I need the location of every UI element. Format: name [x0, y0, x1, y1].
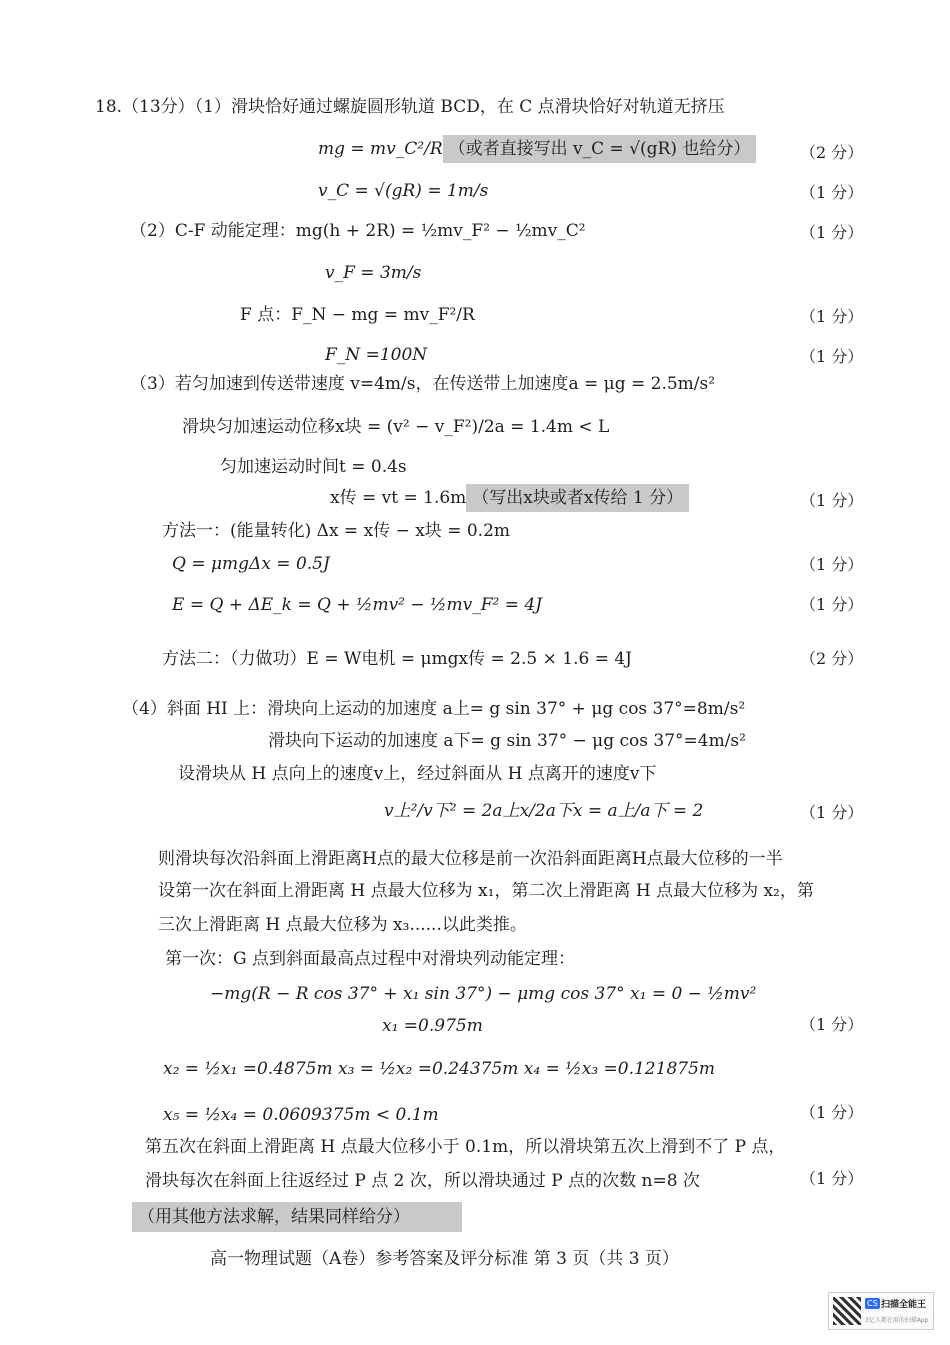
highlight-note: （或者直接写出 v_C = √(gR) 也给分）	[443, 135, 757, 163]
line-11: x传 = vt = 1.6m （写出x块或者x传给 1 分）	[330, 487, 689, 509]
highlight-note-3: （用其他方法求解，结果同样给分）	[132, 1202, 462, 1232]
line-13: Q = μmgΔx = 0.5J	[172, 554, 330, 574]
line-25: x₁ =0.975m	[382, 1016, 483, 1036]
line-12: 方法一：(能量转化) Δx = x传 − x块 = 0.2m	[162, 521, 511, 541]
line-29: 滑块每次在斜面上往返经过 P 点 2 次，所以滑块通过 P 点的次数 n=8 次	[145, 1171, 700, 1191]
line-26: x₂ = ½x₁ =0.4875m x₃ = ½x₂ =0.24375m x₄ = ½x₃ =0.121875m	[163, 1059, 716, 1079]
score-27: （1 分）	[800, 1103, 864, 1122]
line-8: （3）若匀加速到传送带速度 v=4m/s，在传送带上加速度a = μg = 2.5m/s²	[130, 374, 716, 394]
page-footer: 高一物理试题（A卷）参考答案及评分标准 第 3 页（共 3 页）	[210, 1249, 679, 1269]
score-2: （2 分）	[800, 143, 864, 162]
line-17: 滑块向下运动的加速度 a下= g sin 37° − μg cos 37°=4m/s²	[268, 731, 746, 751]
scanner-watermark	[828, 1292, 934, 1330]
score-3: （1 分）	[800, 183, 864, 202]
line-3: v_C = √(gR) = 1m/s	[318, 181, 489, 201]
watermark-brand: 扫描全能王	[881, 1300, 927, 1310]
cs-badge: CS	[867, 1299, 878, 1308]
score-6: （1 分）	[800, 307, 864, 326]
line-20: 则滑块每次沿斜面上滑距离H点的最大位移是前一次沿斜面距离H点最大位移的一半	[158, 849, 783, 869]
line-18: 设滑块从 H 点向上的速度v上，经过斜面从 H 点离开的速度v下	[178, 764, 657, 784]
score-19: （1 分）	[800, 803, 864, 822]
line-28: 第五次在斜面上滑距离 H 点最大位移小于 0.1m，所以滑块第五次上滑到不了 P 点，	[145, 1137, 786, 1157]
score-15: （2 分）	[800, 649, 864, 668]
line-14: E = Q + ΔE_k = Q + ½mv² − ½mv_F² = 4J	[172, 595, 543, 615]
line-22: 三次上滑距离 H 点最大位移为 x₃......以此类推。	[158, 915, 527, 935]
score-4: （1 分）	[800, 223, 864, 242]
watermark-tagline: 3亿人都在用的扫描App	[865, 1317, 929, 1324]
line-23: 第一次：G 点到斜面最高点过程中对滑块列动能定理：	[165, 949, 575, 969]
score-13: （1 分）	[800, 555, 864, 574]
line-15: 方法二：（力做功）E = W电机 = μmgx传 = 2.5 × 1.6 = 4J	[162, 649, 632, 669]
highlight-note-2: （写出x块或者x传给 1 分）	[466, 484, 689, 512]
line-5: v_F = 3m/s	[325, 263, 422, 283]
line-19: v上²/v下² = 2a上x/2a下x = a上/a下 = 2	[384, 801, 704, 821]
score-7: （1 分）	[800, 347, 864, 366]
score-11: （1 分）	[800, 491, 864, 510]
line-9: 滑块匀加速运动位移x块 = (v² − v_F²)/2a = 1.4m < L	[182, 417, 610, 437]
score-25: （1 分）	[800, 1015, 864, 1034]
line-4: （2）C-F 动能定理：mg(h + 2R) = ½mv_F² − ½mv_C²	[130, 221, 586, 241]
line-27: x₅ = ½x₄ = 0.0609375m < 0.1m	[163, 1105, 439, 1125]
line-6: F 点：F_N − mg = mv_F²/R	[240, 305, 475, 325]
line-2: mg = mv_C²/R （或者直接写出 v_C = √(gR) 也给分）	[318, 138, 756, 160]
line-1: 18.（13分）（1）滑块恰好通过螺旋圆形轨道 BCD，在 C 点滑块恰好对轨道无挤压	[95, 97, 725, 117]
score-14: （1 分）	[800, 595, 864, 614]
line-10: 匀加速运动时间t = 0.4s	[220, 457, 407, 477]
line-30	[132, 1202, 462, 1232]
qr-code-icon	[833, 1297, 861, 1325]
line-24: −mg(R − R cos 37° + x₁ sin 37°) − μmg cos 37° x₁ = 0 − ½mv²	[210, 984, 757, 1004]
line-7: F_N =100N	[325, 345, 428, 365]
line-21: 设第一次在斜面上滑距离 H 点最大位移为 x₁，第二次上滑距离 H 点最大位移为 x₂，第	[158, 881, 814, 901]
line-16: （4）斜面 HI 上：滑块向上运动的加速度 a上= g sin 37° + μg cos 37°=8m/s²	[122, 699, 746, 719]
score-29: （1 分）	[800, 1169, 864, 1188]
